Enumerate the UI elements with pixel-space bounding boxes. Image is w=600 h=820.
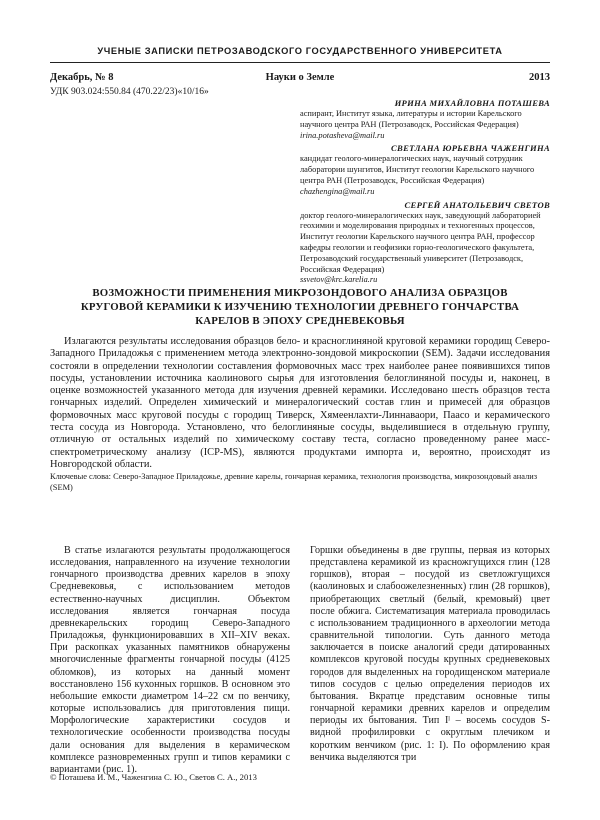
copyright-notice: © Поташева И. М., Чаженгина С. Ю., Светов С. А., 2013 <box>50 772 257 782</box>
author-email[interactable]: ssvetov@krc.karelia.ru <box>300 275 378 285</box>
author-email[interactable]: chazhengina@mail.ru <box>300 186 375 196</box>
author-affiliation: кандидат геолого-минералогических наук, научный сотрудник лаборатории шунгитов, Институт геологии Карельского научного центра РАН (Петрозаводск, Российская Федерация) <box>300 154 535 185</box>
author-affiliation: доктор геолого-минералогических наук, заведующий лабораторией геохимии и моделирования природных и техногенных процессов, Институт геологии Карельского научного центра РАН, профессор кафедры геологии и геофизики горно-геологического факультета, Петрозаводский государственный университет (Петрозаводск, Российская Федерация) <box>300 210 541 274</box>
udc-code: УДК 903.024:550.84 (470.22/23)«10/16» <box>50 87 209 97</box>
issue-row <box>50 72 550 86</box>
keywords: Ключевые слова: Северо-Западное Приладожье, древние карелы, гончарная керамика, технология производства, микрозондовый анализ (SEM) <box>50 472 538 492</box>
author-block <box>300 98 550 141</box>
author-name: ИРИНА МИХАЙЛОВНА ПОТАШЕВА <box>394 98 550 108</box>
issue-number: Декабрь, № 8 <box>50 72 114 83</box>
journal-title: УЧЕНЫЕ ЗАПИСКИ ПЕТРОЗАВОДСКОГО ГОСУДАРСТВЕННОГО УНИВЕРСИТЕТА <box>97 46 503 56</box>
author-list <box>300 98 550 288</box>
author-block <box>300 143 550 197</box>
article-title: ВОЗМОЖНОСТИ ПРИМЕНЕНИЯ МИКРОЗОНДОВОГО АНАЛИЗА ОБРАЗЦОВ КРУГОВОЙ КЕРАМИКИ К ИЗУЧЕНИЮ ТЕХНОЛОГИИ ДРЕВНЕГО ГОНЧАРСТВА КАРЕЛОВ В ЭПОХУ СРЕДНЕВЕКОВЬЯ <box>80 287 520 327</box>
body-left-column: В статье излагаются результаты продолжающегося исследования, направленного на изучение технологии гончарного производства древних карелов в эпоху Средневековья, с использованием методов естественно-научных дисциплин. Объектом исследования является гончарная посуда древнекарельских городищ Северо-Западного Приладожья, функционировавших в XII–XIV веках. При раскопках указанных памятников обнаружены многочисленные фрагменты гончарной посуды (4125 обломков), из которых на данный момент восстановлено 156 кухонных горшков. В основном это небольшие емкости диаметром 14–22 см по венчику, которые использовались для приготовления пищи. Морфологические характеристики сосудов и технологические особенности производства посуды дали основания для выделения в керамическом комплексе разновременных групп и типов керамики с вариантами (рис. 1). <box>50 545 290 775</box>
author-name: СВЕТЛАНА ЮРЬЕВНА ЧАЖЕНГИНА <box>391 143 550 154</box>
body-right-column: Горшки объединены в две группы, первая из которых представлена керамикой из красножгущихся глин (128 горшков), вторая – посудой из светложгущихся (каолиновых и слабоожелезненных) глин (28 горшков), приобретающих светлый (белый, кремовый) цвет после обжига. Систематизация материала проводилась с использованием традиционного в археологии метода сравнительной типологии. Суть данного метода заключается в поиске аналогий среди датированных комплексов круговой посуды крупных средневековых городов для выделенных на городищенском материале типов сосудов с целью определения периодов их бытования. Вкратце представим основные типы гончарной керамики древних карелов и определим периоды их бытования. Тип Iˡ – восемь сосудов S-видной профилировки с округлым плечиком и коротким венчиком (рис. 1: I). По оформлению края венчика выделяются три <box>310 545 550 763</box>
author-name: СЕРГЕЙ АНАТОЛЬЕВИЧ СВЕТОВ <box>404 199 550 210</box>
author-affiliation: аспирант, Институт языка, литературы и истории Карельского научного центра РАН (Петрозаводск, Российская Федерация) <box>300 109 522 129</box>
author-email[interactable]: irina.potasheva@mail.ru <box>300 130 385 140</box>
section-name: Науки о Земле <box>265 72 335 83</box>
author-block <box>300 200 550 287</box>
issue-year: 2013 <box>529 72 550 83</box>
abstract: Излагаются результаты исследования образцов бело- и красноглиняной круговой керамики городищ Северо-Западного Приладожья с применением метода электронно-зондовой микроскопии (SEM). Задачи исследования состояли в определении технологии составления формовочных масс трех наиболее ранее появившихся типов посуды, установлении источника каолинового сырья для изготовления белоглиняной посуды и, наконец, в оценке возможностей указанного метода для изучения древней керамики. Исследовано шесть образцов теста гончарных изделий. Определен химический и минералогический состав глин и примесей для образцов формовочных масс круговой посуды с городищ Тиверск, Хямеенлахти-Линнаваори, Паасо и керамического теста сосуда из Новгорода. Установлено, что белоглиняные сосуды, выделившиеся в отдельную группу, отличную от остальных изделий по химическому составу теста, согласно проведенному ранее масс-спектрометрическому анализу (ICP-MS), являются продуктами импорта и, вероятно, происходят из Новгородской области. <box>50 336 550 470</box>
header-rule <box>50 62 550 63</box>
